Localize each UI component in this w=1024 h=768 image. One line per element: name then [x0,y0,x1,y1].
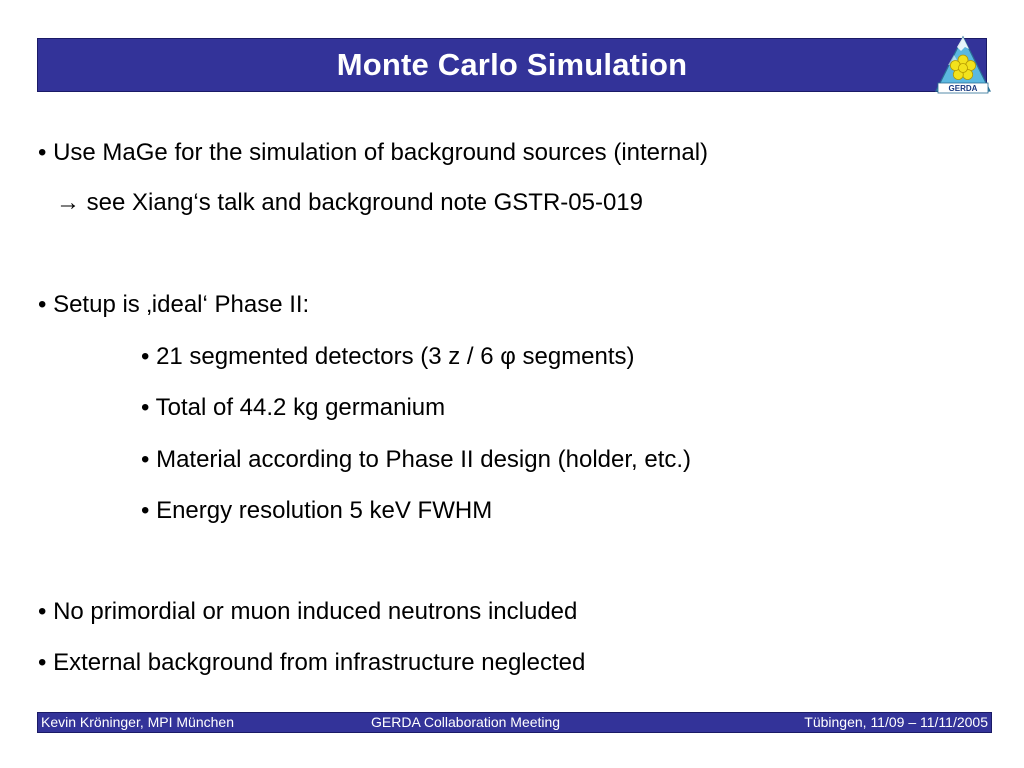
logo-label: GERDA [948,84,978,93]
bullet-neutrons: • No primordial or muon induced neutrons included [38,598,578,625]
sub-bullet-material: • Material according to Phase II design (holder, etc.) [141,446,692,473]
subline-xiang-talk: → see Xiang‘s talk and background note GSTR-05-019 [56,189,644,216]
footer-event: GERDA Collaboration Meeting [371,714,561,730]
sub-bullet-detectors: • 21 segmented detectors (3 z / 6 φ segments) [141,343,635,370]
sub-bullet-resolution: • Energy resolution 5 keV FWHM [141,497,493,524]
bullet-setup: • Setup is ‚ideal‘ Phase II: [38,291,310,318]
slide-title: Monte Carlo Simulation [336,47,688,82]
footer-bar [37,712,992,733]
bullet-external-background: • External background from infrastructure neglected [38,649,586,676]
sub-bullet-germanium: • Total of 44.2 kg germanium [141,394,446,421]
footer-author: Kevin Kröninger, MPI München [41,714,234,730]
footer-place-date: Tübingen, 11/09 – 11/11/2005 [804,714,988,730]
bullet-mage: • Use MaGe for the simulation of background sources (internal) [38,139,709,166]
